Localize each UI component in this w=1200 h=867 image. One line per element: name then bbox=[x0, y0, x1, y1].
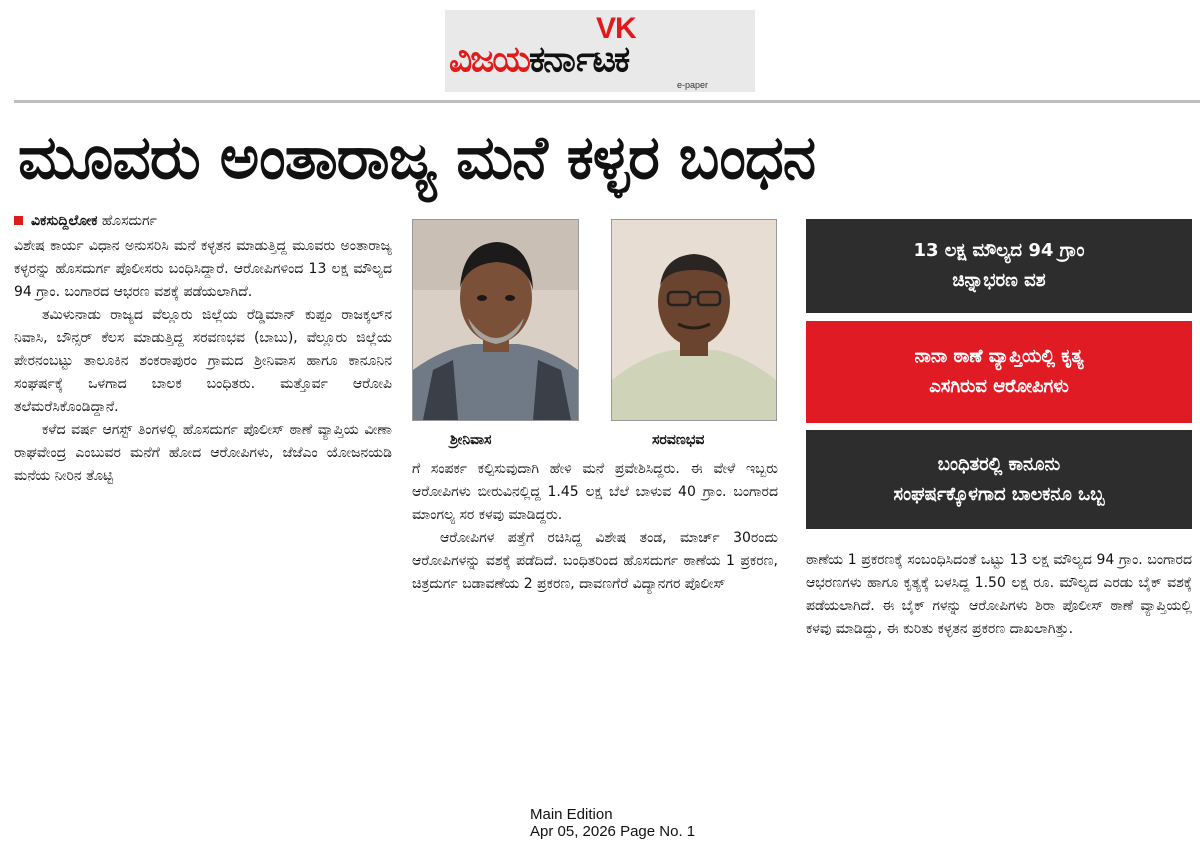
callout-box-gold-seized bbox=[806, 219, 1192, 313]
masthead-divider bbox=[14, 100, 1200, 103]
person-portrait-icon bbox=[612, 220, 776, 420]
date-page-label: Apr 05, 2026 Page No. 1 bbox=[530, 823, 696, 840]
brand-name-black: ಕರ್ನಾಟಕ bbox=[528, 39, 629, 80]
paragraph: ಕಳೆದ ವರ್ಷ ಆಗಸ್ಟ್ ತಿಂಗಳಲ್ಲಿ ಹೊಸದುರ್ಗ ಪೊಲೀಸ್ ಠಾಣೆ ವ್ಯಾಪ್ತಿಯ ವೀಣಾ ರಾಘವೇಂದ್ರ ಎಂಬುವರ ಮನೆಗೆ ಹೋದ ಆರೋಪಿಗಳು, ಜೆಜೆಎಂ ಯೋಜನಯಡಿ ಮನೆಯ ನೀರಿನ ತೊಟ್ಟಿ bbox=[14, 422, 392, 484]
byline bbox=[14, 213, 157, 229]
photo-caption: ಸರವಣಭವ bbox=[652, 432, 705, 448]
byline-square-icon bbox=[14, 216, 23, 225]
brand-name bbox=[449, 40, 628, 80]
paragraph: ಗೆ ಸಂಪರ್ಕ ಕಲ್ಪಿಸುವುದಾಗಿ ಹೇಳಿ ಮನೆ ಪ್ರವೇಶಿಸಿದ್ದರು. ಈ ವೇಳೆ ಇಬ್ಬರು ಆರೋಪಿಗಳು ಬೀರುವಿನಲ್ಲಿದ್ದ 1.45 ಲಕ್ಷ ಬೆಲೆ ಬಾಳುವ 40 ಗ್ರಾಂ. ಬಂಗಾರದ ಮಾಂಗಲ್ಯ ಸರ ಕಳವು ಮಾಡಿದ್ದರು. bbox=[412, 461, 778, 523]
paragraph: ತಮಿಳುನಾಡು ರಾಜ್ಯದ ವೆಲ್ಲೂರು ಜಿಲ್ಲೆಯ ರೆಡ್ಡಿಮಾನ್ ಕುಪ್ಪಂ ರಾಜಕ್ಕಲ್‌ನ ನಿವಾಸಿ, ಬೌನ್ಸರ್ ಕೆಲಸ ಮಾಡುತ್ತಿದ್ದ ಸರವಣಭವ (ಬಾಬು), ವೆಲ್ಲೂರು ಜಿಲ್ಲೆಯ ಪೇರನಂಬಟ್ಟು ತಾಲೂಕಿನ ಶಂಕರಾಪುರಂ ಗ್ರಾಮದ ಶ್ರೀನಿವಾಸ ಹಾಗೂ ಕಾನೂನಿನ ಸಂಘರ್ಷಕ್ಕೆ ಒಳಗಾದ ಬಾಲಕ ಬಂಧಿತರು. ಮತ್ತೊರ್ವ ಆರೋಪಿ ತಲೆಮರೆಸಿಕೊಂಡಿದ್ದಾನೆ. bbox=[14, 307, 392, 415]
byline-org: ವಿಕಸುದ್ದಿಲೋಕ bbox=[31, 213, 98, 229]
callout-line: ನಾನಾ ಠಾಣೆ ವ್ಯಾಪ್ತಿಯಲ್ಲಿ ಕೃತ್ಯ bbox=[914, 346, 1084, 367]
masthead-logo bbox=[445, 10, 755, 92]
photo-saravanabhava bbox=[611, 219, 777, 421]
callout-line: ಬಂಧಿತರಲ್ಲಿ ಕಾನೂನು bbox=[937, 453, 1061, 475]
epaper-tagline: e-paper bbox=[677, 80, 709, 90]
vk-logo-mark: VK bbox=[596, 12, 636, 45]
callout-line: ಚಿನ್ನಾಭರಣ ವಶ bbox=[952, 270, 1046, 291]
edition-label: Main Edition bbox=[530, 806, 613, 823]
photo-caption: ಶ್ರೀನಿವಾಸ bbox=[450, 432, 492, 448]
article-column-1 bbox=[14, 235, 392, 488]
callout-line: ಎಸಗಿರುವ ಆರೋಪಿಗಳು bbox=[929, 376, 1069, 397]
brand-name-red: ವಿಜಯ bbox=[449, 39, 529, 80]
byline-place: ಹೊಸದುರ್ಗ bbox=[101, 213, 157, 229]
paragraph: ಆರೋಪಿಗಳ ಪತ್ತೆಗೆ ರಚಿಸಿದ್ದ ವಿಶೇಷ ತಂಡ, ಮಾರ್ಚ್ 30ರಂದು ಆರೋಪಿಗಳನ್ನು ವಶಕ್ಕೆ ಪಡೆದಿದೆ. ಬಂಧಿತರಿಂದ ಹೊಸದುರ್ಗ ಠಾಣೆಯ 1 ಪ್ರಕರಣ, ಚಿತ್ರದುರ್ಗ ಬಡಾವಣೆಯ 2 ಪ್ರಕರಣ, ದಾವಣಗೆರೆ ವಿದ್ಯಾನಗರ ಪೊಲೀಸ್ bbox=[412, 530, 778, 592]
photo-srinivasa bbox=[412, 219, 579, 421]
callout-box-juvenile bbox=[806, 430, 1192, 529]
callout-box-multiple-stations bbox=[806, 321, 1192, 423]
article-column-2 bbox=[412, 458, 778, 596]
paragraph: ಠಾಣೆಯ 1 ಪ್ರಕರಣಕ್ಕೆ ಸಂಬಂಧಿಸಿದಂತೆ ಒಟ್ಟು 13 ಲಕ್ಷ ಮೌಲ್ಯದ 94 ಗ್ರಾಂ. ಬಂಗಾರದ ಆಭರಣಗಳು ಹಾಗೂ ಕೃತ್ಯಕ್ಕೆ ಬಳಸಿದ್ದ 1.50 ಲಕ್ಷ ರೂ. ಮೌಲ್ಯದ ಎರಡು ಬೈಕ್ ವಶಕ್ಕೆ ಪಡೆಯಲಾಗಿದೆ. ಈ ಬೈಕ್ ಗಳನ್ನು ಆರೋಪಿಗಳು ಶಿರಾ ಪೊಲೀಸ್ ಠಾಣೆ ವ್ಯಾಪ್ತಿಯಲ್ಲಿ ಕಳವು ಮಾಡಿದ್ದು, ಈ ಕುರಿತು ಕಳ್ಳತನ ಪ್ರಕರಣ ದಾಖಲಾಗಿತ್ತು. bbox=[806, 552, 1192, 637]
paragraph: ವಿಶೇಷ ಕಾರ್ಯ ವಿಧಾನ ಅನುಸರಿಸಿ ಮನೆ ಕಳ್ಳತನ ಮಾಡುತ್ತಿದ್ದ ಮೂವರು ಅಂತಾರಾಜ್ಯ ಕಳ್ಳರನ್ನು ಹೊಸದುರ್ಗ ಪೊಲೀಸರು ಬಂಧಿಸಿದ್ದಾರೆ. ಆರೋಪಿಗಳಿಂದ 13 ಲಕ್ಷ ಮೌಲ್ಯದ 94 ಗ್ರಾಂ. ಬಂಗಾರದ ಆಭರಣ ವಶಕ್ಕೆ ಪಡೆಯಲಾಗಿದೆ. bbox=[14, 238, 392, 300]
callout-line: 13 ಲಕ್ಷ ಮೌಲ್ಯದ 94 ಗ್ರಾಂ bbox=[913, 240, 1085, 261]
callout-line: ಸಂಘರ್ಷಕ್ಕೊಳಗಾದ ಬಾಲಕನೂ ಒಬ್ಬ bbox=[893, 483, 1105, 505]
article-column-3 bbox=[806, 549, 1192, 641]
article-headline: ಮೂವರು ಅಂತಾರಾಜ್ಯ ಮನೆ ಕಳ್ಳರ ಬಂಧನ bbox=[18, 123, 816, 193]
page-footer bbox=[530, 806, 695, 840]
person-portrait-icon bbox=[413, 220, 578, 420]
